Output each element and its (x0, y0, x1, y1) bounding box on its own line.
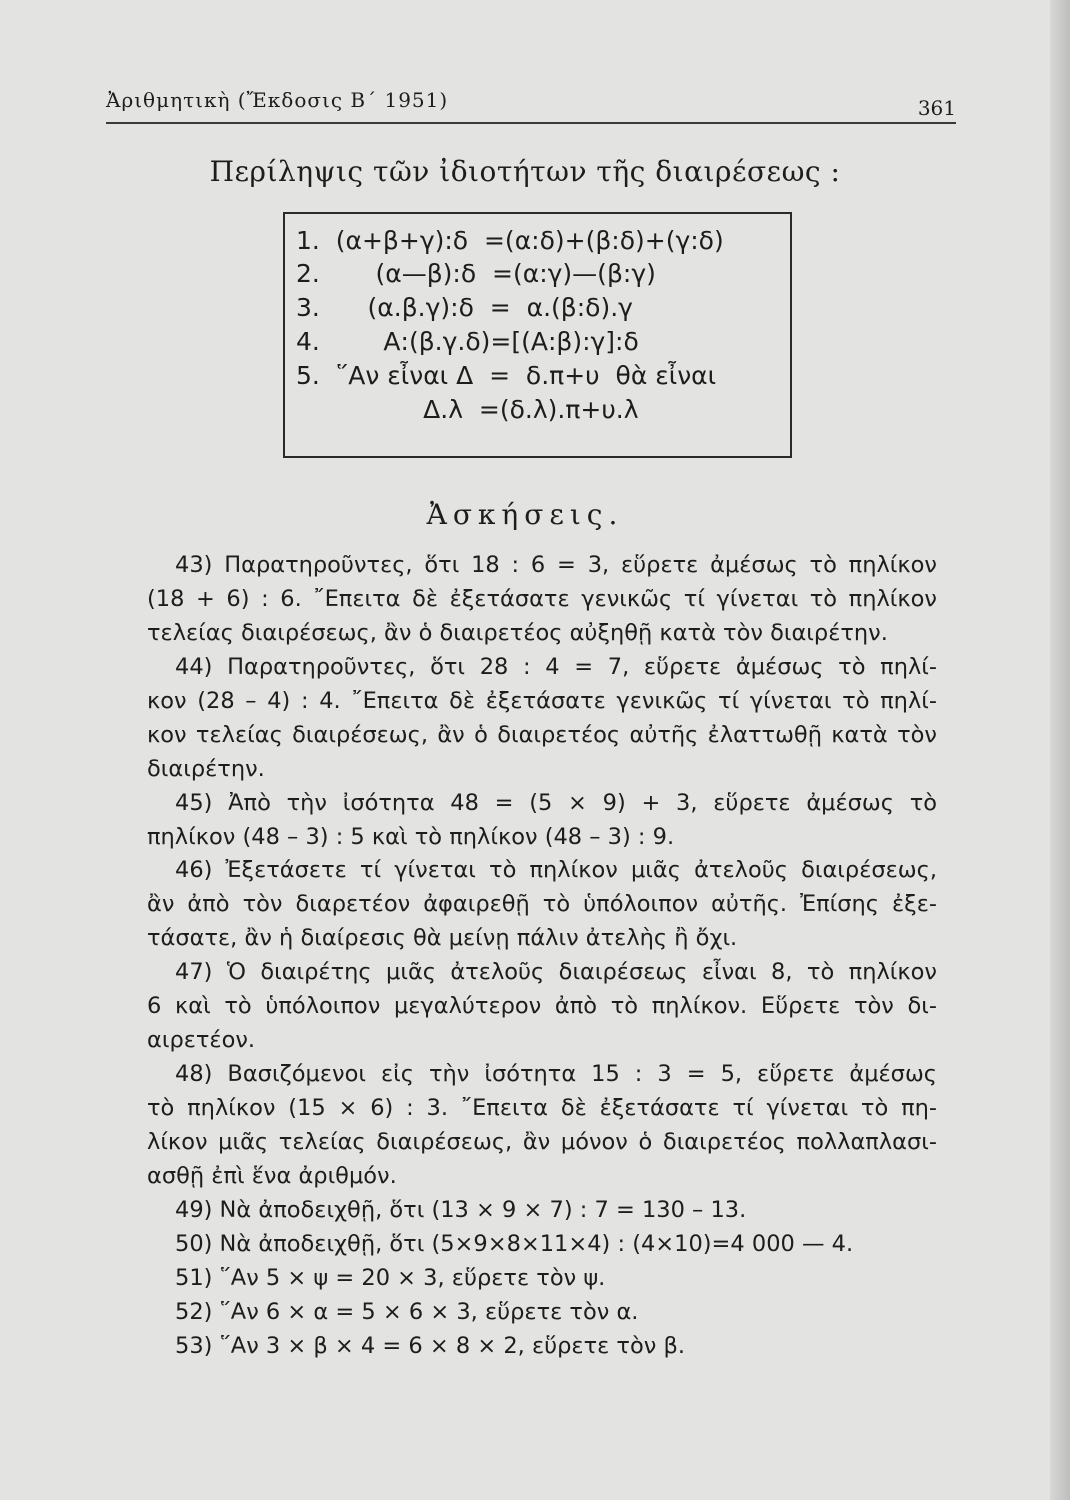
exercise-line: ἂν ἀπὸ τὸν διαρετέον ἀφαιρεθῇ τὸ ὑπόλοιπον αὐτῆς. Ἐπίσης ἐξε- (147, 891, 937, 917)
page-number: 361 (917, 96, 956, 120)
exercise-line: 46) Ἐξετάσετε τί γίνεται τὸ πηλίκον μιᾶς ἀτελοῦς διαιρέσεως, (175, 857, 937, 883)
exercise-line: 47) Ὁ διαιρέτης μιᾶς ἀτελοῦς διαιρέσεως εἶναι 8, τὸ πηλίκον (175, 959, 937, 985)
exercise-line: 44) Παρατηροῦντες, ὅτι 28 : 4 = 7, εὕρετε ἀμέσως τὸ πηλί- (175, 654, 937, 680)
exercise-line: 53) ῞Αν 3 × β × 4 = 6 × 8 × 2, εὕρετε τὸν β. (175, 1333, 685, 1359)
page-edge (1050, 0, 1070, 1500)
exercise-line: διαιρέτην. (147, 756, 265, 782)
exercise-line: 48) Βασιζόμενοι εἰς τὴν ἰσότητα 15 : 3 = 5, εὕρετε ἀμέσως (175, 1061, 937, 1087)
exercise-line: 43) Παρατηροῦντες, ὅτι 18 : 6 = 3, εὕρετε ἀμέσως τὸ πηλίκον (175, 552, 937, 578)
property-line: Δ.λ =(δ.λ).π+υ.λ (296, 395, 639, 424)
property-line: 2. (α—β):δ =(α:γ)—(β:γ) (296, 259, 656, 288)
exercise-line: 45) Ἀπὸ τὴν ἰσότητα 48 = (5 × 9) + 3, εὕρετε ἀμέσως τὸ (175, 790, 937, 816)
exercise-line: κον (28 – 4) : 4. ῎Επειτα δὲ ἐξετάσατε γενικῶς τί γίνεται τὸ πηλί- (147, 688, 937, 714)
exercise-line: αιρετέον. (147, 1027, 256, 1053)
exercise-line: τὸ πηλίκον (15 × 6) : 3. ῎Επειτα δὲ ἐξετάσατε τί γίνεται τὸ πη- (147, 1095, 937, 1121)
property-line: 1. (α+β+γ):δ =(α:δ)+(β:δ)+(γ:δ) (296, 226, 724, 255)
exercise-line: 51) ῞Αν 5 × ψ = 20 × 3, εὕρετε τὸν ψ. (175, 1265, 606, 1291)
exercise-line: (18 + 6) : 6. ῎Επειτα δὲ ἐξετάσατε γενικῶς τί γίνεται τὸ πηλίκον (147, 586, 937, 612)
property-line: 5. ῞Αν εἶναι Δ = δ.π+υ θὰ εἶναι (296, 361, 717, 390)
exercise-line: κον τελείας διαιρέσεως, ἂν ὁ διαιρετέος αὐτῆς ἐλαττωθῇ κατὰ τὸν (147, 722, 937, 748)
property-line: 3. (α.β.γ):δ = α.(β:δ).γ (296, 293, 633, 322)
exercise-line: τάσατε, ἂν ἡ διαίρεσις θὰ μείνῃ πάλιν ἀτελὴς ἢ ὄχι. (147, 925, 738, 951)
running-title: Ἀριθμητικὴ (Ἔκδοσις Β΄ 1951) (106, 88, 449, 112)
exercise-line: πηλίκον (48 – 3) : 5 καὶ τὸ πηλίκον (48 – 3) : 9. (147, 824, 675, 850)
section-title: Περίληψις τῶν ἰδιοτήτων τῆς διαιρέσεως : (209, 155, 841, 188)
exercise-line: ασθῇ ἐπὶ ἕνα ἀριθμόν. (147, 1163, 397, 1189)
exercise-line: λίκον μιᾶς τελείας διαιρέσεως, ἂν μόνον ὁ διαιρετέος πολλαπλασι- (147, 1129, 937, 1155)
running-head (106, 86, 956, 124)
exercise-line: 6 καὶ τὸ ὑπόλοιπον μεγαλύτερον ἀπὸ τὸ πηλίκον. Εὕρετε τὸν δι- (147, 993, 937, 1019)
exercise-line: 52) ῞Αν 6 × α = 5 × 6 × 3, εὕρετε τὸν α. (175, 1299, 639, 1325)
property-line: 4. Α:(β.γ.δ)=[(Α:β):γ]:δ (296, 327, 639, 356)
exercise-line: 49) Νὰ ἀποδειχθῇ, ὅτι (13 × 9 × 7) : 7 = 130 – 13. (175, 1197, 747, 1223)
exercise-line: 50) Νὰ ἀποδειχθῇ, ὅτι (5×9×8×11×4) : (4×10)=4 000 — 4. (175, 1231, 854, 1257)
exercise-line: τελείας διαιρέσεως, ἂν ὁ διαιρετέος αὐξηθῇ κατὰ τὸν διαιρέτην. (147, 620, 888, 646)
exercises-title: Ἀσκήσεις. (426, 498, 624, 531)
